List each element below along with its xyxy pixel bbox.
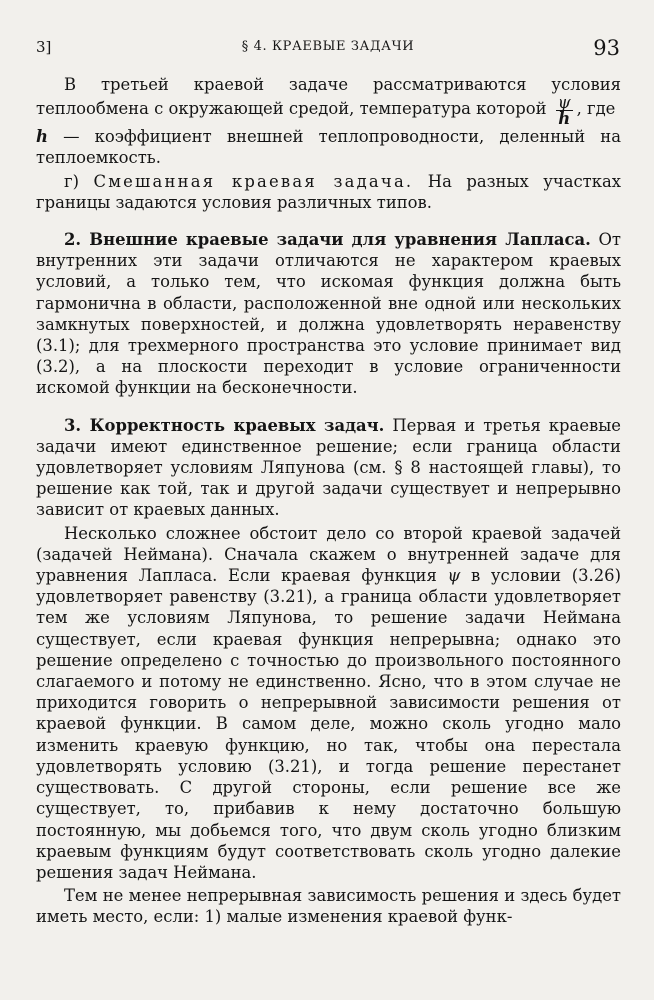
symbol-h: h bbox=[36, 127, 48, 147]
section-well-posedness: 3. Корректность краевых задач. Первая и третья краевые задачи имеют единственное решение; если граница области удовлетворяет условиям Ляпунова (см. § 8 настоящей главы), то решение как той, так и другой задачи существует и непрерывно зависит от краевых данных. bbox=[36, 415, 621, 520]
section-exterior-problems: 2. Внешние краевые задачи для уравнения Лапласа. От внутренних эти задачи отличаются не характером краевых условий, а только тем, что искомая функция должна быть гармонична в области, расположенной вне одной или нескольких замкнутых поверхностей, и должна удовлетворять неравенству (3.1); для трехмерного пространства это условие принимает вид (3.2), а на плоскости переходит в условие ограниченности искомой функции на бесконечности. bbox=[36, 230, 621, 398]
page-header bbox=[36, 38, 620, 64]
paragraph-third-problem: В третьей краевой задаче рассматриваются условия теплообмена с окружающей средой, температура которой $\frac{\psi}{h}$ , где h — коэффициент внешней теплопроводности, деленный на теплоемкость. bbox=[36, 75, 621, 168]
section-marker: 3] bbox=[36, 38, 52, 56]
symbol-psi: ψ bbox=[447, 566, 461, 586]
mixed-problem-title: Смешанная краевая задача. bbox=[93, 171, 414, 191]
paragraph-mixed-problem: г) Смешанная краевая задача. На разных участках границы задаются условия различных типов. bbox=[36, 171, 621, 212]
fraction-denominator: h bbox=[558, 109, 571, 129]
paragraph-continuity: Тем не менее непрерывная зависимость решения и здесь будет иметь место, если: 1) малые изменения краевой функ- bbox=[36, 886, 621, 927]
section-heading-3: 3. Корректность краевых задач. bbox=[64, 415, 385, 435]
paragraph-neumann: Несколько сложнее обстоит дело со второй краевой задачей (задачей Неймана). Сначала скажем о внутренней задаче для уравнения Лапласа. Если краевая функция ψ в условии (3.26) удовлетворяет равенству (3.21), а граница области удовлетворяет тем же условиям Ляпунова, то решение задачи Неймана существует, если краевая функция непрерывна; однако это решение определено с точностью до произвольного постоянного слагаемого и потому не единственно. Ясно, что в этом случае не приходится говорить о непрерывной зависимости решения от краевой функции. В самом деле, можно сколь угодно мало изменить краевую функцию, но так, чтобы она перестала удовлетворять условию (3.21), и тогда решение перестанет существовать. С другой стороны, если решение все же существует, то, прибавив к нему достаточно большую постоянную, мы добьемся того, что двум сколь угодно близким краевым функциям будут соответствовать сколь угодно далекие решения задач Неймана. bbox=[36, 523, 621, 882]
running-title: § 4. КРАЕВЫЕ ЗАДАЧИ bbox=[241, 39, 415, 54]
section-heading-2: 2. Внешние краевые задачи для уравнения Лапласа. bbox=[64, 230, 591, 250]
page-body bbox=[36, 74, 621, 928]
page-number: 93 bbox=[593, 36, 620, 60]
fraction-psi-over-h bbox=[556, 93, 573, 129]
fraction-numerator: ψ bbox=[557, 93, 571, 113]
